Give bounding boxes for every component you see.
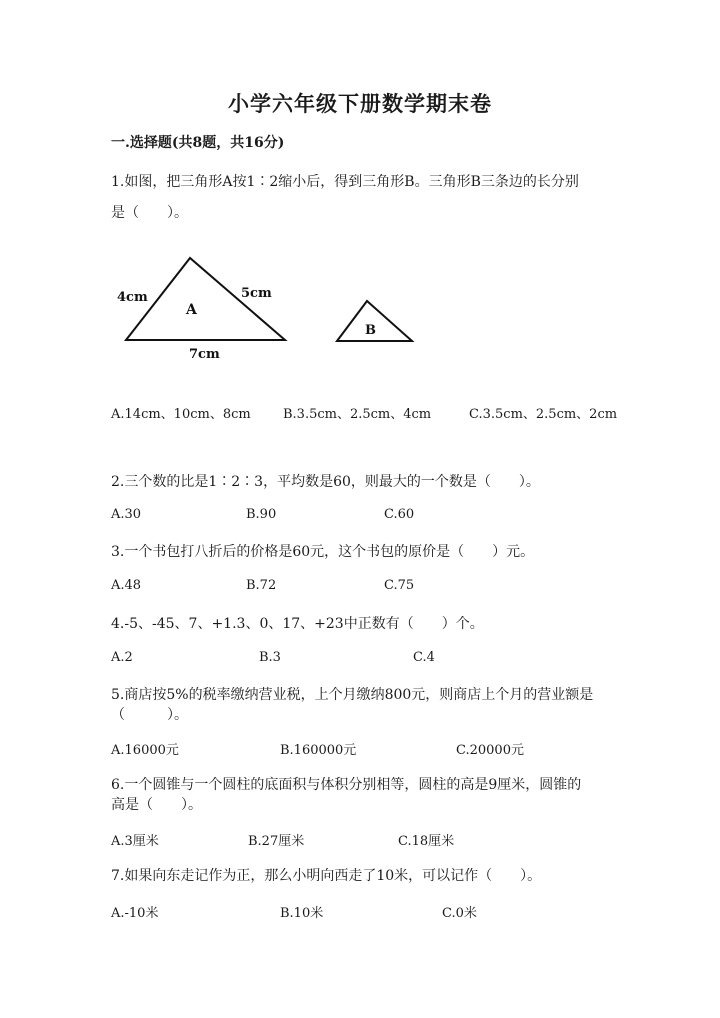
- question-5-line-2: （ ）。: [111, 707, 188, 723]
- question-1-option-a[interactable]: A.14cm、10cm、8cm: [111, 407, 251, 422]
- question-1-line-1: 1.如图，把三角形A按1∶2缩小后，得到三角形B。三角形B三条边的长分别: [111, 174, 579, 190]
- question-3-option-b[interactable]: B.72: [246, 578, 277, 593]
- question-4-option-a[interactable]: A.2: [111, 650, 133, 665]
- question-7-option-b[interactable]: B.10米: [280, 906, 324, 921]
- question-6-option-a[interactable]: A.3厘米: [111, 834, 159, 849]
- question-1-line-2: 是（ ）。: [111, 205, 188, 221]
- question-2-option-a[interactable]: A.30: [111, 507, 142, 522]
- question-6-option-b[interactable]: B.27厘米: [248, 834, 305, 849]
- page-title: 小学六年级下册数学期末卷: [228, 91, 492, 116]
- question-3-line-1: 3.一个书包打八折后的价格是60元，这个书包的原价是（ ）元。: [111, 544, 535, 560]
- question-5-line-1: 5.商店按5%的税率缴纳营业税，上个月缴纳800元，则商店上个月的营业额是: [111, 687, 594, 703]
- triangle-a-bottom-label: 7cm: [189, 347, 220, 362]
- question-1-option-b[interactable]: B.3.5cm、2.5cm、4cm: [283, 407, 432, 422]
- section-heading: 一.选择题(共8题，共16分): [111, 135, 285, 151]
- question-3-option-a[interactable]: A.48: [111, 578, 142, 593]
- question-7-option-a[interactable]: A.-10米: [111, 906, 159, 921]
- question-5-option-b[interactable]: B.160000元: [280, 743, 357, 758]
- question-1-option-c[interactable]: C.3.5cm、2.5cm、2cm: [469, 407, 618, 422]
- triangle-a-name: A: [186, 302, 197, 318]
- question-4-option-b[interactable]: B.3: [259, 650, 281, 665]
- question-6-line-2: 高是（ ）。: [111, 797, 202, 813]
- question-4-option-c[interactable]: C.4: [413, 650, 435, 665]
- question-2-option-c[interactable]: C.60: [384, 507, 415, 522]
- question-2-option-b[interactable]: B.90: [246, 507, 277, 522]
- question-3-option-c[interactable]: C.75: [384, 578, 415, 593]
- question-6-option-c[interactable]: C.18厘米: [398, 834, 455, 849]
- triangle-b-name: B: [365, 323, 376, 338]
- question-4-line-1: 4.-5、-45、7、+1.3、0、17、+23中正数有（ ）个。: [111, 616, 484, 632]
- question-7-option-c[interactable]: C.0米: [442, 906, 477, 921]
- question-5-option-c[interactable]: C.20000元: [456, 743, 524, 758]
- question-7-line-1: 7.如果向东走记作为正，那么小明向西走了10米，可以记作（ ）。: [111, 868, 542, 884]
- question-5-option-a[interactable]: A.16000元: [111, 743, 179, 758]
- triangle-a-right-label: 5cm: [241, 286, 272, 301]
- triangle-a-left-label: 4cm: [117, 290, 148, 305]
- triangle-figure: [100, 250, 430, 370]
- question-2-line-1: 2.三个数的比是1∶2∶3，平均数是60，则最大的一个数是（ ）。: [111, 474, 540, 490]
- question-6-line-1: 6.一个圆锥与一个圆柱的底面积与体积分别相等，圆柱的高是9厘米，圆锥的: [111, 777, 582, 793]
